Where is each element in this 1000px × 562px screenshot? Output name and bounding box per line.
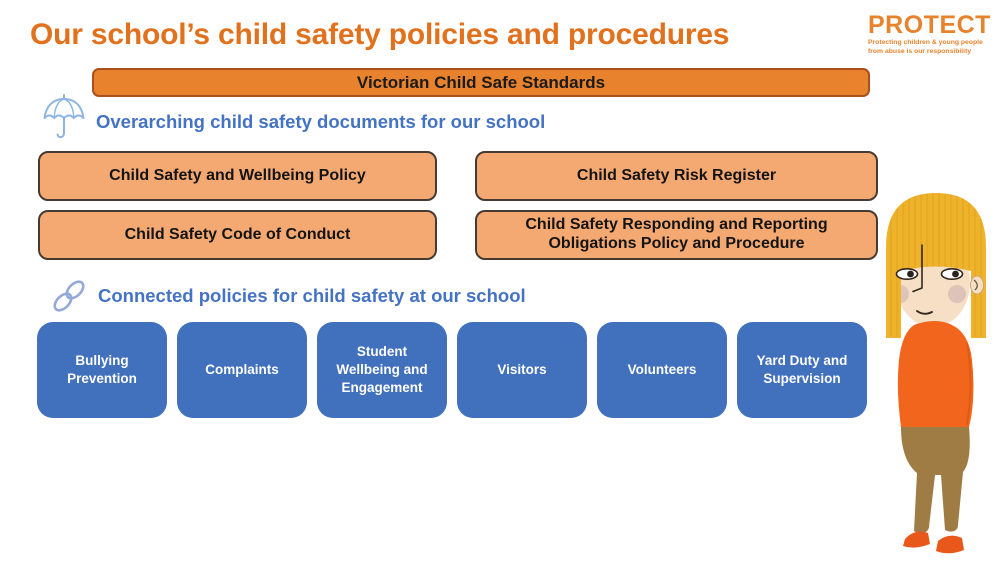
connected-section-heading: Connected policies for child safety at our school (98, 285, 526, 306)
document-box-wellbeing-policy: Child Safety and Wellbeing Policy (38, 151, 437, 201)
overarching-section-heading: Overarching child safety documents for our school (96, 111, 546, 132)
policy-box-visitors: Visitors (457, 322, 587, 418)
policy-box-bullying-prevention: Bullying Prevention (37, 322, 167, 418)
banner-label: Victorian Child Safe Standards (356, 72, 606, 92)
ear (971, 276, 984, 294)
protect-logo-wordmark: PROTECT (868, 11, 991, 39)
policy-box-yard-duty: Yard Duty and Supervision (737, 322, 867, 418)
connected-policies-row (37, 322, 867, 418)
shoes (903, 531, 964, 553)
overarching-documents-grid (38, 151, 878, 260)
protect-logo (868, 12, 990, 57)
victorian-child-safe-standards-banner (92, 68, 870, 97)
child-illustration (855, 175, 1000, 562)
document-box-code-of-conduct: Child Safety Code of Conduct (38, 210, 437, 260)
protect-logo-tagline: Protecting children & young people from abuse is our responsibility (868, 39, 983, 56)
policy-box-complaints: Complaints (177, 322, 307, 418)
page-title: Our school’s child safety policies and procedures (30, 18, 730, 51)
document-box-risk-register: Child Safety Risk Register (475, 151, 878, 201)
shirt (898, 321, 974, 427)
chain-link-icon (48, 275, 90, 317)
document-box-responding-reporting: Child Safety Responding and Reporting Obligations Policy and Procedure (475, 210, 878, 260)
policy-box-student-wellbeing: Student Wellbeing and Engagement (317, 322, 447, 418)
umbrella-icon (38, 91, 90, 143)
policy-box-volunteers: Volunteers (597, 322, 727, 418)
pants (901, 427, 970, 533)
